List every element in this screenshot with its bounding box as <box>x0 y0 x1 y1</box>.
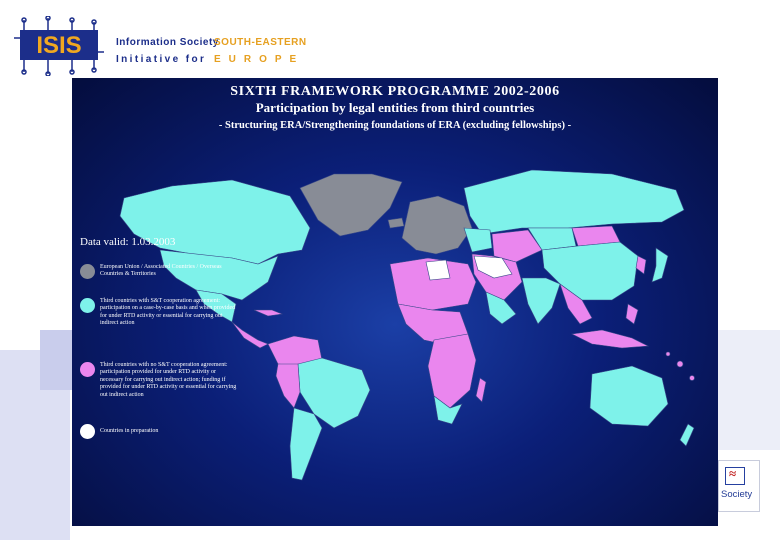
region-new-zealand <box>680 424 694 446</box>
map-title: SIXTH FRAMEWORK PROGRAMME 2002-2006 <box>230 84 560 99</box>
region-pacific-island-3 <box>666 352 670 356</box>
map-subtitle-2: - Structuring ERA/Strengthening foundations of ERA (excluding fellowships) - <box>218 120 572 131</box>
legend-swatch <box>80 264 95 279</box>
region-philippines <box>626 304 638 324</box>
region-southern-cone <box>290 408 322 480</box>
data-valid-label: Data valid: 1.03.2003 <box>80 236 176 248</box>
region-pacific-island-2 <box>690 376 695 381</box>
region-north-america-north <box>120 180 310 264</box>
region-greenland <box>300 174 402 236</box>
region-india <box>522 278 560 324</box>
legend-swatch <box>80 424 95 439</box>
logo-acronym: ISIS <box>36 32 82 59</box>
information-society-badge <box>718 460 760 512</box>
world-map-panel <box>72 78 718 526</box>
legend-label: European Union / Associated Countries / Overseas Countries & Territories <box>100 264 222 278</box>
region-korea <box>636 256 646 274</box>
region-andes <box>276 364 300 408</box>
society-logo-mark-icon: ≈ <box>725 467 745 485</box>
region-caribbean <box>254 310 282 316</box>
region-australia <box>590 366 668 426</box>
isis-logo <box>14 16 104 76</box>
logo-line2-left: Initiative for <box>116 54 207 65</box>
logo-wordmark <box>116 34 307 68</box>
legend-label: Countries in preparation <box>100 428 159 434</box>
logo-line1-right: SOUTH-EASTERN <box>214 37 307 48</box>
region-eastern-europe <box>464 228 492 252</box>
region-iceland <box>388 218 404 228</box>
region-russia <box>464 170 684 234</box>
region-indonesia <box>572 330 648 348</box>
legend-swatch <box>80 362 95 377</box>
region-japan <box>652 248 668 282</box>
society-badge-text: Society <box>721 489 753 500</box>
region-pacific-island-1 <box>677 361 683 367</box>
logo-line2-right: EUROPE <box>214 54 305 65</box>
region-europe <box>402 196 472 254</box>
legend-swatch <box>80 298 95 313</box>
background-shape-3 <box>718 330 780 450</box>
region-countries-in-preparation-libya <box>426 260 450 280</box>
logo-line1-left: Information Society <box>116 37 219 48</box>
legend-label: Third countries with S&T cooperation agreement: participation on a case-by-case basis and when provided for under RTD activity or essential for carrying out indirect action <box>100 298 236 327</box>
map-subtitle: Participation by legal entities from third countries <box>255 100 535 115</box>
legend-label: Third countries with no S&T cooperation agreement: participation provided for under RTD activity or necessary for carrying out indirect action; funding if provided for under RTD activity or essential for carrying out indirect action <box>100 362 237 398</box>
background-shape-2 <box>40 330 74 390</box>
region-madagascar <box>476 378 486 402</box>
